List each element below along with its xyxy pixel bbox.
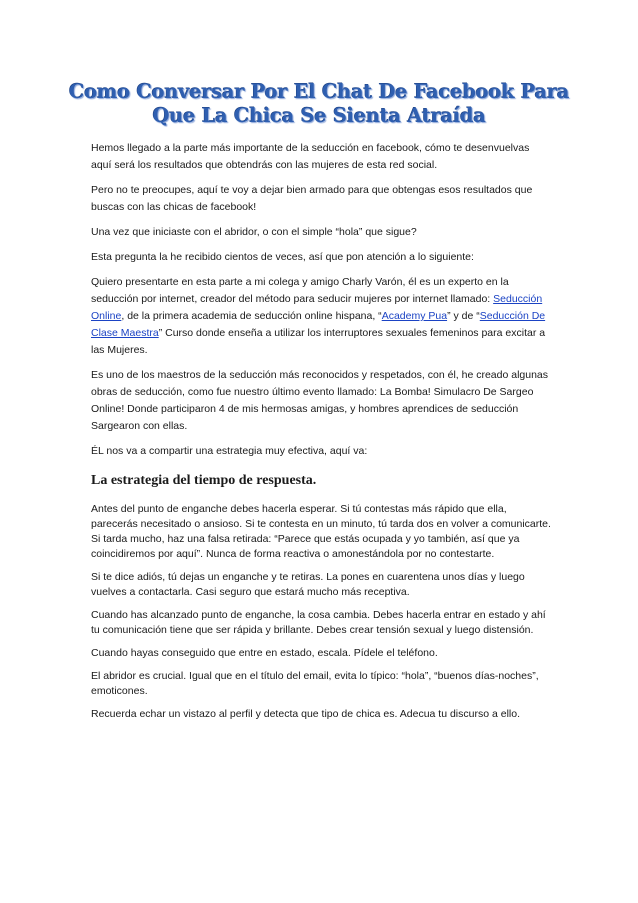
paragraph-presentation xyxy=(91,274,551,359)
paragraph-attention: Esta pregunta la he recibido cientos de veces, así que pon atención a lo siguiente: xyxy=(91,251,474,263)
presentation-text-d: ” Curso donde enseña a utilizar los interruptores sexuales femeninos para excitar a las Mujeres. xyxy=(91,327,546,356)
paragraph-hook: Cuando has alcanzado punto de enganche, la cosa cambia. Debes hacerla entrar en estado y ahí tu comunicación tiene que ser rápida y brillante. Debes crear tensión sexual y luego distensión. xyxy=(91,609,546,636)
document-title xyxy=(60,80,578,128)
paragraph-wait: Antes del punto de enganche debes hacerla esperar. Si tú contestas más rápido que ella, parecerás necesitado o ansioso. Si te contesta en un minuto, tú tarda dos en volver a comunicarte. Si tarda mucho, haz una falsa retirada: “Parece que estás ocupada y yo también, así que ya coincidiremos por aquí”. Nunca de forma reactiva o amonestándola por no contestarte. xyxy=(91,503,551,560)
document-body xyxy=(91,140,551,730)
presentation-text-a: Quiero presentarte en esta parte a mi colega y amigo Charly Varón, él es un experto en la seducción por internet, creador del método para seducir mujeres por internet llamado: xyxy=(91,276,509,305)
paragraph-opener: El abridor es crucial. Igual que en el título del email, evita lo típico: “hola”, “buenos días-noches”, emoticones. xyxy=(91,670,539,697)
paragraph-reassure: Pero no te preocupes, aquí te voy a dejar bien armado para que obtengas esos resultados que buscas con las chicas de facebook! xyxy=(91,184,533,213)
paragraph-escalate: Cuando hayas conseguido que entre en estado, escala. Pídele el teléfono. xyxy=(91,647,438,659)
paragraph-goodbye: Si te dice adiós, tú dejas un enganche y te retiras. La pones en cuarentena unos días y luego vuelves a contactarla. Casi seguro que estará mucho más receptiva. xyxy=(91,571,525,598)
paragraph-intro: Hemos llegado a la parte más importante de la seducción en facebook, cómo te desenvuelvas aquí será los resultados que obtendrás con las mujeres de esta red social. xyxy=(91,142,530,171)
presentation-text-c: ” y de “ xyxy=(447,310,480,322)
paragraph-masters: Es uno de los maestros de la seducción más reconocidos y respetados, con él, he creado algunas obras de seducción, como fue nuestro último evento llamado: La Bomba! Simulacro De Sargeo Online! Donde participaron 4 de mis hermosas amigas, y hombres aprendices de seducción Sargearon con ellas. xyxy=(91,369,549,432)
section-heading: La estrategia del tiempo de respuesta. xyxy=(91,473,317,488)
link-academy-pua[interactable]: Academy Pua xyxy=(381,310,448,322)
link-seduccion-online[interactable]: Seducción Online xyxy=(91,293,543,322)
presentation-text-b: , de la primera academia de seducción online hispana, “ xyxy=(121,310,382,322)
paragraph-strategy-intro: ÉL nos va a compartir una estrategia muy efectiva, aquí va: xyxy=(91,445,368,457)
title-line-1: Como Conversar Por El Chat De Facebook Para xyxy=(68,80,570,103)
link-clase-maestra[interactable]: Seducción De Clase Maestra xyxy=(91,310,546,339)
paragraph-question: Una vez que iniciaste con el abridor, o con el simple “hola” que sigue? xyxy=(91,226,417,238)
title-line-2: Que La Chica Se Sienta Atraída xyxy=(152,104,486,127)
paragraph-profile: Recuerda echar un vistazo al perfil y detecta que tipo de chica es. Adecua tu discurso a ello. xyxy=(91,708,521,720)
